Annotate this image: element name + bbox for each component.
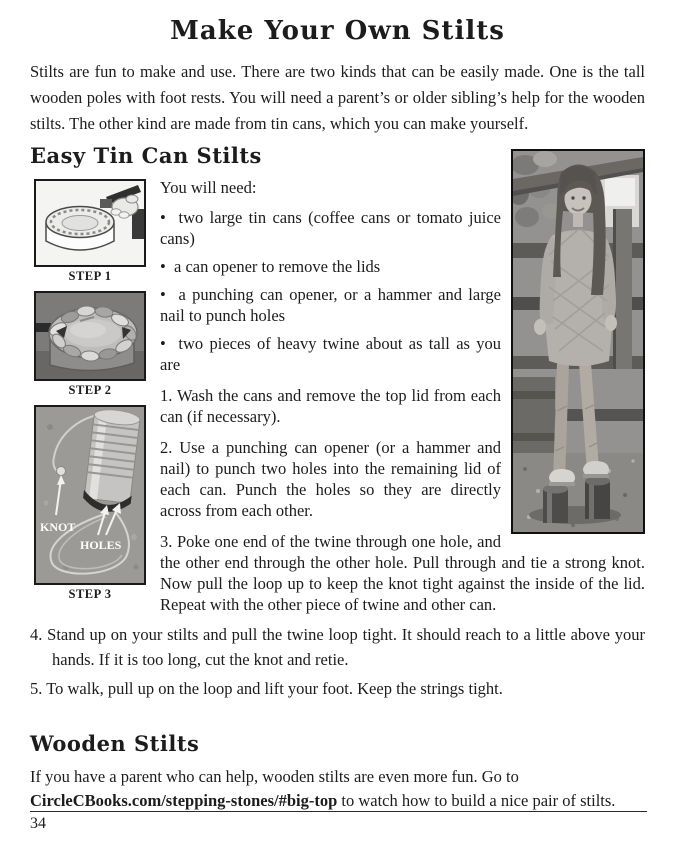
section-heading-wooden: Wooden Stilts: [30, 731, 200, 756]
wooden-stilts-url: CircleCBooks.com/stepping-stones/#big-top: [30, 791, 338, 810]
material-item: • two large tin cans (coffee cans or tomato juice cans): [30, 207, 645, 249]
material-item: • two pieces of heavy twine about as tall as you are: [30, 333, 645, 375]
instruction-step-1: 1. Wash the cans and remove the top lid from each can (if necessary).: [160, 386, 501, 426]
intro-paragraph: Stilts are fun to make and use. There are two kinds that can be easily made. One is the tall wooden poles with foot rests. You will need a parent’s or older sibling’s help for the wooden stilts. The other kind are made from tin cans, which you can make yourself.: [30, 62, 645, 133]
instruction-step-4: 4. Stand up on your stilts and pull the twine loop tight. It should reach to a little above your hands. If it is too long, cut the knot and retie.: [30, 625, 645, 669]
step3-can-with-twine-photo: [34, 405, 146, 585]
instruction-step-3: 3. Poke one end of the twine through one hole, and the other end through the other hole. Pull through and tie a strong knot. Now pull the loop up to keep the knot tight against the inside of the lid. Repeat with the other piece of twine and other can.: [160, 532, 645, 614]
page-title: Make Your Own Stilts: [170, 16, 505, 46]
step2-figure: [34, 291, 146, 398]
step1-figure: [34, 179, 146, 284]
instruction-step-5: 5. To walk, pull up on the loop and lift your foot. Keep the strings tight.: [30, 679, 503, 698]
step3-figure: [34, 405, 146, 602]
holes-annotation: HOLES: [80, 538, 122, 552]
instruction-step-2: 2. Use a punching can opener (or a hammer and nail) to punch two holes into the remaining lid of each can. Punch the holes so they are directly across from each other.: [160, 438, 501, 520]
knot-annotation: KNOT: [40, 520, 76, 534]
step2-punched-lid-photo: [34, 291, 146, 381]
materials-intro: You will need:: [160, 178, 257, 197]
step1-label: STEP 1: [68, 269, 112, 283]
girl-on-stilts-photo: [511, 149, 645, 534]
step1-can-opener-illustration: [34, 179, 146, 267]
step-images-column: [34, 179, 146, 609]
step2-label: STEP 2: [68, 383, 112, 397]
photo-frame: [511, 149, 645, 534]
page-footer: [30, 811, 647, 833]
step3-label: STEP 3: [68, 587, 112, 601]
girl-on-stilts-photo-image: [513, 151, 643, 532]
material-item: • a punching can opener, or a hammer and large nail to punch holes: [30, 284, 645, 326]
footer-divider: [30, 811, 647, 812]
wooden-paragraph: [30, 765, 645, 813]
wooden-text-before-link: If you have a parent who can help, wooden stilts are even more fun. Go to: [30, 767, 519, 786]
material-item: • a can opener to remove the lids: [30, 256, 645, 277]
wooden-text-after-link: to watch how to build a nice pair of stilts.: [337, 791, 616, 810]
section-heading-tin-can: Easy Tin Can Stilts: [30, 143, 262, 168]
tin-can-section: [30, 143, 645, 701]
wooden-stilts-section: [30, 731, 645, 813]
page-number: 34: [30, 815, 46, 832]
